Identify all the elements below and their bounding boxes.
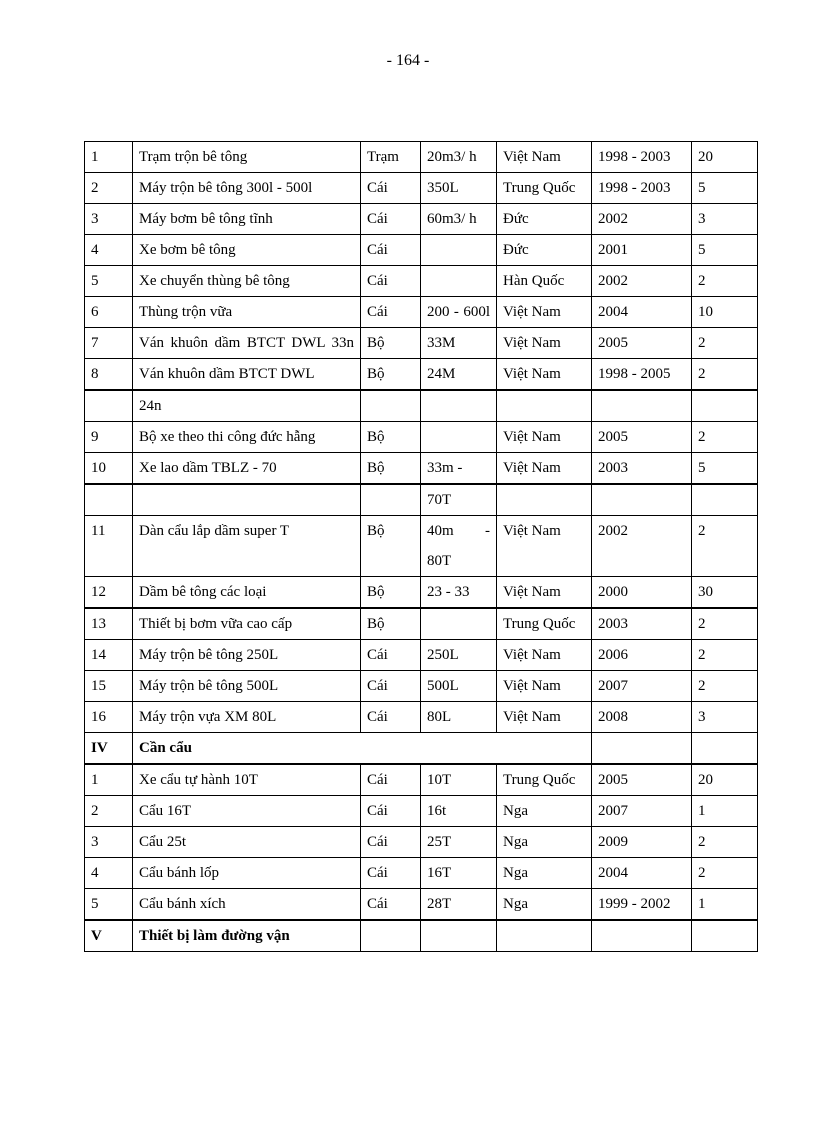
cell-unit: Bộ <box>361 577 421 609</box>
cell-qty: 2 <box>692 671 758 702</box>
cell-name: Máy trộn bê tông 500L <box>133 671 361 702</box>
cell-spec: 500L <box>421 671 497 702</box>
cell-year: 1998 - 2003 <box>592 142 692 173</box>
section-title: Thiết bị làm đường vận <box>133 920 361 952</box>
section-row <box>85 920 758 952</box>
cell-origin: Việt Nam <box>497 328 592 359</box>
cell-origin: Việt Nam <box>497 702 592 733</box>
cell-stt: 8 <box>85 359 133 391</box>
cell-origin: Hàn Quốc <box>497 266 592 297</box>
table-row <box>85 390 758 422</box>
table-row <box>85 173 758 204</box>
cell-qty: 10 <box>692 297 758 328</box>
cell-unit: Cái <box>361 173 421 204</box>
cell-stt: 14 <box>85 640 133 671</box>
cell-origin: Đức <box>497 204 592 235</box>
cell-stt: 11 <box>85 516 133 577</box>
cell-year: 2007 <box>592 671 692 702</box>
table-row <box>85 671 758 702</box>
cell-unit: Cái <box>361 204 421 235</box>
cell-unit <box>361 484 421 516</box>
cell-origin <box>497 920 592 952</box>
cell-year: 2009 <box>592 827 692 858</box>
cell-year: 1999 - 2002 <box>592 889 692 921</box>
cell-unit <box>361 390 421 422</box>
cell-stt: 1 <box>85 142 133 173</box>
cell-unit: Cái <box>361 858 421 889</box>
section-title: Cần cẩu <box>133 733 592 765</box>
cell-spec: 33m - <box>421 453 497 485</box>
cell-unit: Cái <box>361 827 421 858</box>
cell-year: 2002 <box>592 266 692 297</box>
cell-stt: 4 <box>85 858 133 889</box>
table-row <box>85 577 758 609</box>
cell-origin: Nga <box>497 827 592 858</box>
cell-stt: 6 <box>85 297 133 328</box>
cell-year: 2003 <box>592 608 692 640</box>
cell-unit: Bộ <box>361 359 421 391</box>
cell-stt: 12 <box>85 577 133 609</box>
cell-origin: Việt Nam <box>497 516 592 577</box>
cell-unit: Cái <box>361 266 421 297</box>
cell-spec: 10T <box>421 764 497 796</box>
cell-year: 2002 <box>592 204 692 235</box>
cell-spec: 200 - 600l <box>421 297 497 328</box>
cell-qty: 5 <box>692 453 758 485</box>
cell-name: Trạm trộn bê tông <box>133 142 361 173</box>
cell-unit: Cái <box>361 640 421 671</box>
cell-qty: 1 <box>692 796 758 827</box>
cell-year: 2001 <box>592 235 692 266</box>
cell-spec <box>421 422 497 453</box>
cell-name: Dàn cẩu lắp dầm super T <box>133 516 361 577</box>
table-row <box>85 297 758 328</box>
cell-name: Thiết bị bơm vữa cao cấp <box>133 608 361 640</box>
cell-unit: Cái <box>361 796 421 827</box>
cell-year <box>592 484 692 516</box>
cell-qty <box>692 920 758 952</box>
cell-qty <box>692 390 758 422</box>
table-row <box>85 142 758 173</box>
cell-qty: 2 <box>692 640 758 671</box>
cell-qty: 3 <box>692 702 758 733</box>
cell-spec: 20m3/ h <box>421 142 497 173</box>
cell-stt: 10 <box>85 453 133 485</box>
cell-name: 24n <box>133 390 361 422</box>
cell-origin: Việt Nam <box>497 453 592 485</box>
cell-origin: Việt Nam <box>497 142 592 173</box>
cell-name: Cẩu 16T <box>133 796 361 827</box>
cell-unit: Cái <box>361 297 421 328</box>
cell-unit: Bộ <box>361 608 421 640</box>
cell-spec: 23 - 33 <box>421 577 497 609</box>
table-row <box>85 422 758 453</box>
cell-qty: 3 <box>692 204 758 235</box>
cell-year <box>592 920 692 952</box>
cell-name: Cẩu bánh xích <box>133 889 361 921</box>
cell-qty: 5 <box>692 235 758 266</box>
cell-spec: 28T <box>421 889 497 921</box>
cell-name: Cẩu 25t <box>133 827 361 858</box>
cell-qty: 1 <box>692 889 758 921</box>
cell-origin: Nga <box>497 889 592 921</box>
section-row <box>85 733 758 765</box>
cell-year: 2000 <box>592 577 692 609</box>
page-number: - 164 - <box>386 52 430 69</box>
cell-year: 2005 <box>592 422 692 453</box>
cell-qty: 2 <box>692 858 758 889</box>
cell-origin: Trung Quốc <box>497 173 592 204</box>
cell-stt: 13 <box>85 608 133 640</box>
cell-stt: 4 <box>85 235 133 266</box>
table-row <box>85 640 758 671</box>
cell-name: Thùng trộn vữa <box>133 297 361 328</box>
cell-year: 2005 <box>592 764 692 796</box>
cell-name <box>133 484 361 516</box>
cell-year: 2005 <box>592 328 692 359</box>
table-row <box>85 889 758 921</box>
cell-qty: 2 <box>692 328 758 359</box>
equipment-table <box>84 141 758 952</box>
cell-spec: 60m3/ h <box>421 204 497 235</box>
table-row <box>85 204 758 235</box>
cell-qty: 2 <box>692 359 758 391</box>
cell-name: Máy trộn bê tông 300l - 500l <box>133 173 361 204</box>
cell-origin: Việt Nam <box>497 359 592 391</box>
cell-unit: Cái <box>361 889 421 921</box>
cell-year <box>592 733 692 765</box>
cell-qty: 5 <box>692 173 758 204</box>
cell-stt: 3 <box>85 204 133 235</box>
cell-name: Xe cẩu tự hành 10T <box>133 764 361 796</box>
cell-year: 2003 <box>592 453 692 485</box>
cell-name: Xe bơm bê tông <box>133 235 361 266</box>
cell-year: 2002 <box>592 516 692 577</box>
cell-origin: Việt Nam <box>497 297 592 328</box>
cell-spec: 250L <box>421 640 497 671</box>
cell-name: Cẩu bánh lốp <box>133 858 361 889</box>
cell-origin: Trung Quốc <box>497 764 592 796</box>
table-row <box>85 858 758 889</box>
cell-spec: 25T <box>421 827 497 858</box>
cell-qty: 2 <box>692 516 758 577</box>
cell-qty: 20 <box>692 142 758 173</box>
cell-stt: 3 <box>85 827 133 858</box>
table-row <box>85 235 758 266</box>
cell-stt: 9 <box>85 422 133 453</box>
cell-spec: 70T <box>421 484 497 516</box>
cell-name: Máy trộn vựa XM 80L <box>133 702 361 733</box>
cell-spec: 24M <box>421 359 497 391</box>
cell-unit: Bộ <box>361 516 421 577</box>
cell-stt: 5 <box>85 889 133 921</box>
cell-stt: 15 <box>85 671 133 702</box>
cell-unit: Cái <box>361 702 421 733</box>
cell-name: Máy trộn bê tông 250L <box>133 640 361 671</box>
cell-unit: Bộ <box>361 453 421 485</box>
cell-name: Xe lao dầm TBLZ - 70 <box>133 453 361 485</box>
cell-qty <box>692 484 758 516</box>
table-row <box>85 516 758 577</box>
cell-unit: Cái <box>361 764 421 796</box>
cell-name: Ván khuôn dầm BTCT DWL <box>133 359 361 391</box>
table-row <box>85 484 758 516</box>
cell-stt <box>85 484 133 516</box>
cell-spec <box>421 235 497 266</box>
cell-unit: Trạm <box>361 142 421 173</box>
table-row <box>85 359 758 391</box>
section-number: V <box>85 920 133 952</box>
cell-stt: 7 <box>85 328 133 359</box>
cell-origin: Nga <box>497 796 592 827</box>
cell-year: 1998 - 2003 <box>592 173 692 204</box>
table-row <box>85 796 758 827</box>
cell-spec: 350L <box>421 173 497 204</box>
cell-unit: Bộ <box>361 328 421 359</box>
cell-spec <box>421 266 497 297</box>
cell-stt <box>85 390 133 422</box>
table-row <box>85 453 758 485</box>
cell-spec: 33M <box>421 328 497 359</box>
cell-unit <box>361 920 421 952</box>
cell-stt: 16 <box>85 702 133 733</box>
cell-year: 2006 <box>592 640 692 671</box>
cell-origin: Nga <box>497 858 592 889</box>
cell-spec <box>421 390 497 422</box>
cell-spec: 16t <box>421 796 497 827</box>
cell-year: 2004 <box>592 858 692 889</box>
cell-origin: Việt Nam <box>497 577 592 609</box>
cell-unit: Cái <box>361 671 421 702</box>
cell-origin: Việt Nam <box>497 640 592 671</box>
cell-origin: Việt Nam <box>497 422 592 453</box>
cell-year: 2007 <box>592 796 692 827</box>
cell-unit: Cái <box>361 235 421 266</box>
cell-origin: Trung Quốc <box>497 608 592 640</box>
cell-year: 2008 <box>592 702 692 733</box>
cell-name: Xe chuyển thùng bê tông <box>133 266 361 297</box>
cell-qty: 30 <box>692 577 758 609</box>
cell-qty <box>692 733 758 765</box>
cell-qty: 2 <box>692 827 758 858</box>
cell-spec: 16T <box>421 858 497 889</box>
cell-origin: Đức <box>497 235 592 266</box>
cell-spec <box>421 608 497 640</box>
cell-qty: 20 <box>692 764 758 796</box>
cell-year: 1998 - 2005 <box>592 359 692 391</box>
cell-qty: 2 <box>692 608 758 640</box>
cell-qty: 2 <box>692 422 758 453</box>
cell-spec: 40m - 80T <box>421 516 497 577</box>
cell-name: Dầm bê tông các loại <box>133 577 361 609</box>
cell-spec <box>421 920 497 952</box>
table-row <box>85 266 758 297</box>
cell-name: Máy bơm bê tông tĩnh <box>133 204 361 235</box>
cell-stt: 1 <box>85 764 133 796</box>
cell-stt: 2 <box>85 796 133 827</box>
cell-year <box>592 390 692 422</box>
cell-qty: 2 <box>692 266 758 297</box>
cell-stt: 5 <box>85 266 133 297</box>
table-row <box>85 608 758 640</box>
section-number: IV <box>85 733 133 765</box>
cell-origin <box>497 390 592 422</box>
table-row <box>85 328 758 359</box>
cell-stt: 2 <box>85 173 133 204</box>
cell-origin: Việt Nam <box>497 671 592 702</box>
table-row <box>85 827 758 858</box>
cell-name: Ván khuôn dầm BTCT DWL 33n <box>133 328 361 359</box>
cell-year: 2004 <box>592 297 692 328</box>
table-row <box>85 764 758 796</box>
cell-spec: 80L <box>421 702 497 733</box>
table-row <box>85 702 758 733</box>
cell-origin <box>497 484 592 516</box>
cell-name: Bộ xe theo thi công đức hẫng <box>133 422 361 453</box>
cell-unit: Bộ <box>361 422 421 453</box>
